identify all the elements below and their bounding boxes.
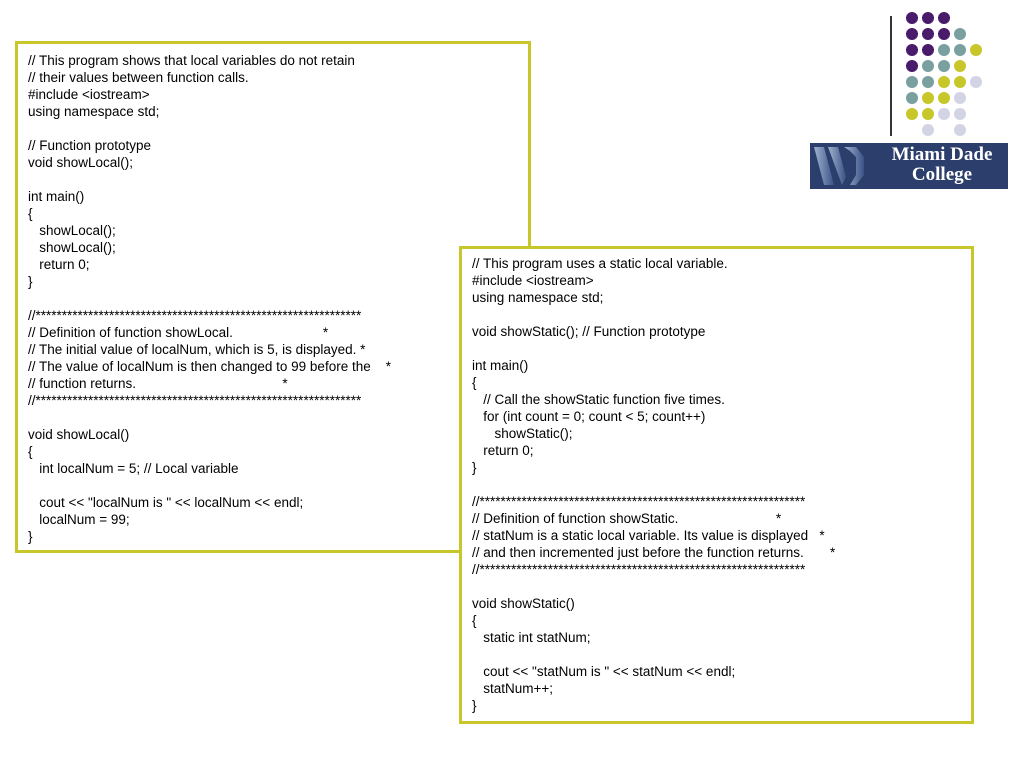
code-line: void showLocal() (28, 427, 130, 442)
code-line: // their values between function calls. (28, 70, 249, 85)
decorative-dot (970, 76, 982, 88)
decorative-dot (922, 124, 934, 136)
decorative-dot-grid (906, 12, 992, 138)
code-line: { (472, 375, 477, 390)
decorative-dot (922, 108, 934, 120)
decorative-dot (922, 28, 934, 40)
code-line: cout << "localNum is " << localNum << endl; (28, 495, 304, 510)
decorative-dot (954, 76, 966, 88)
decorative-dot (922, 44, 934, 56)
code-line: //************************************************************** (28, 308, 362, 323)
decorative-dot (906, 28, 918, 40)
decorative-dot (954, 60, 966, 72)
code-line (472, 476, 835, 493)
code-line (472, 578, 835, 595)
code-line (28, 409, 391, 426)
code-line: // This program shows that local variables do not retain (28, 53, 355, 68)
code-line: using namespace std; (472, 290, 604, 305)
code-line: { (28, 206, 33, 221)
code-line: showStatic(); (472, 426, 573, 441)
decorative-dot (938, 92, 950, 104)
code-listing (28, 52, 391, 545)
decorative-dot (938, 44, 950, 56)
code-line: showLocal(); (28, 223, 116, 238)
decorative-dot (954, 92, 966, 104)
decorative-dot (954, 44, 966, 56)
decorative-dot (954, 108, 966, 120)
code-line: } (472, 698, 477, 713)
decorative-dot (906, 92, 918, 104)
code-line: } (472, 460, 477, 475)
code-line: using namespace std; (28, 104, 160, 119)
logo-line-1: Miami Dade (891, 144, 993, 165)
code-line: void showStatic() (472, 596, 575, 611)
college-emblem-icon (810, 143, 876, 189)
decorative-dot (922, 92, 934, 104)
code-line: //************************************************************** (472, 562, 806, 577)
decorative-dot (906, 44, 918, 56)
code-line: showLocal(); (28, 240, 116, 255)
code-line: // statNum is a static local variable. Its value is displayed * (472, 528, 825, 543)
decorative-dot (906, 12, 918, 24)
code-line: // function returns. * (28, 376, 288, 391)
code-line: return 0; (472, 443, 534, 458)
code-line: int main() (472, 358, 529, 373)
local-variable-code-box (15, 41, 531, 553)
code-listing (472, 255, 835, 714)
code-line: // and then incremented just before the function returns. * (472, 545, 836, 560)
decorative-dot (938, 28, 950, 40)
decorative-dot (922, 60, 934, 72)
code-line: localNum = 99; (28, 512, 130, 527)
code-line: void showStatic(); // Function prototype (472, 324, 706, 339)
decorative-dot (938, 108, 950, 120)
code-line (28, 120, 391, 137)
code-line (28, 477, 391, 494)
code-line: // The value of localNum is then changed to 99 before the * (28, 359, 391, 374)
code-line: // The initial value of localNum, which is 5, is displayed. * (28, 342, 366, 357)
code-line: statNum++; (472, 681, 554, 696)
decorative-dot (906, 108, 918, 120)
decorative-dot (954, 124, 966, 136)
code-line: int main() (28, 189, 85, 204)
decorative-dot (906, 76, 918, 88)
decorative-dot (938, 76, 950, 88)
code-line: void showLocal(); (28, 155, 134, 170)
decorative-dot (922, 76, 934, 88)
logo-text (878, 145, 1006, 185)
code-line: // Definition of function showLocal. * (28, 325, 329, 340)
static-variable-code-box (459, 246, 974, 724)
code-line: static int statNum; (472, 630, 591, 645)
decorative-divider-line (890, 16, 892, 136)
decorative-dot (906, 60, 918, 72)
decorative-dot (922, 12, 934, 24)
code-line: #include <iostream> (28, 87, 150, 102)
code-line: return 0; (28, 257, 90, 272)
code-line (472, 306, 835, 323)
code-line: //************************************************************** (28, 393, 362, 408)
code-line (28, 290, 391, 307)
code-line: int localNum = 5; // Local variable (28, 461, 239, 476)
miami-dade-college-logo (810, 143, 1008, 189)
code-line: // Call the showStatic function five times. (472, 392, 725, 407)
code-line: // Function prototype (28, 138, 152, 153)
code-line: #include <iostream> (472, 273, 594, 288)
logo-line-2: College (911, 164, 973, 185)
code-line: } (28, 274, 33, 289)
decorative-dot (954, 28, 966, 40)
code-line: //************************************************************** (472, 494, 806, 509)
code-line: } (28, 529, 33, 544)
code-line: { (472, 613, 477, 628)
code-line: // Definition of function showStatic. * (472, 511, 782, 526)
decorative-dot (970, 44, 982, 56)
code-line: { (28, 444, 33, 459)
code-line: // This program uses a static local variable. (472, 256, 728, 271)
code-line: cout << "statNum is " << statNum << endl; (472, 664, 736, 679)
code-line (28, 171, 391, 188)
code-line (472, 340, 835, 357)
code-line (472, 646, 835, 663)
decorative-dot (938, 12, 950, 24)
decorative-dot (938, 60, 950, 72)
code-line: for (int count = 0; count < 5; count++) (472, 409, 706, 424)
